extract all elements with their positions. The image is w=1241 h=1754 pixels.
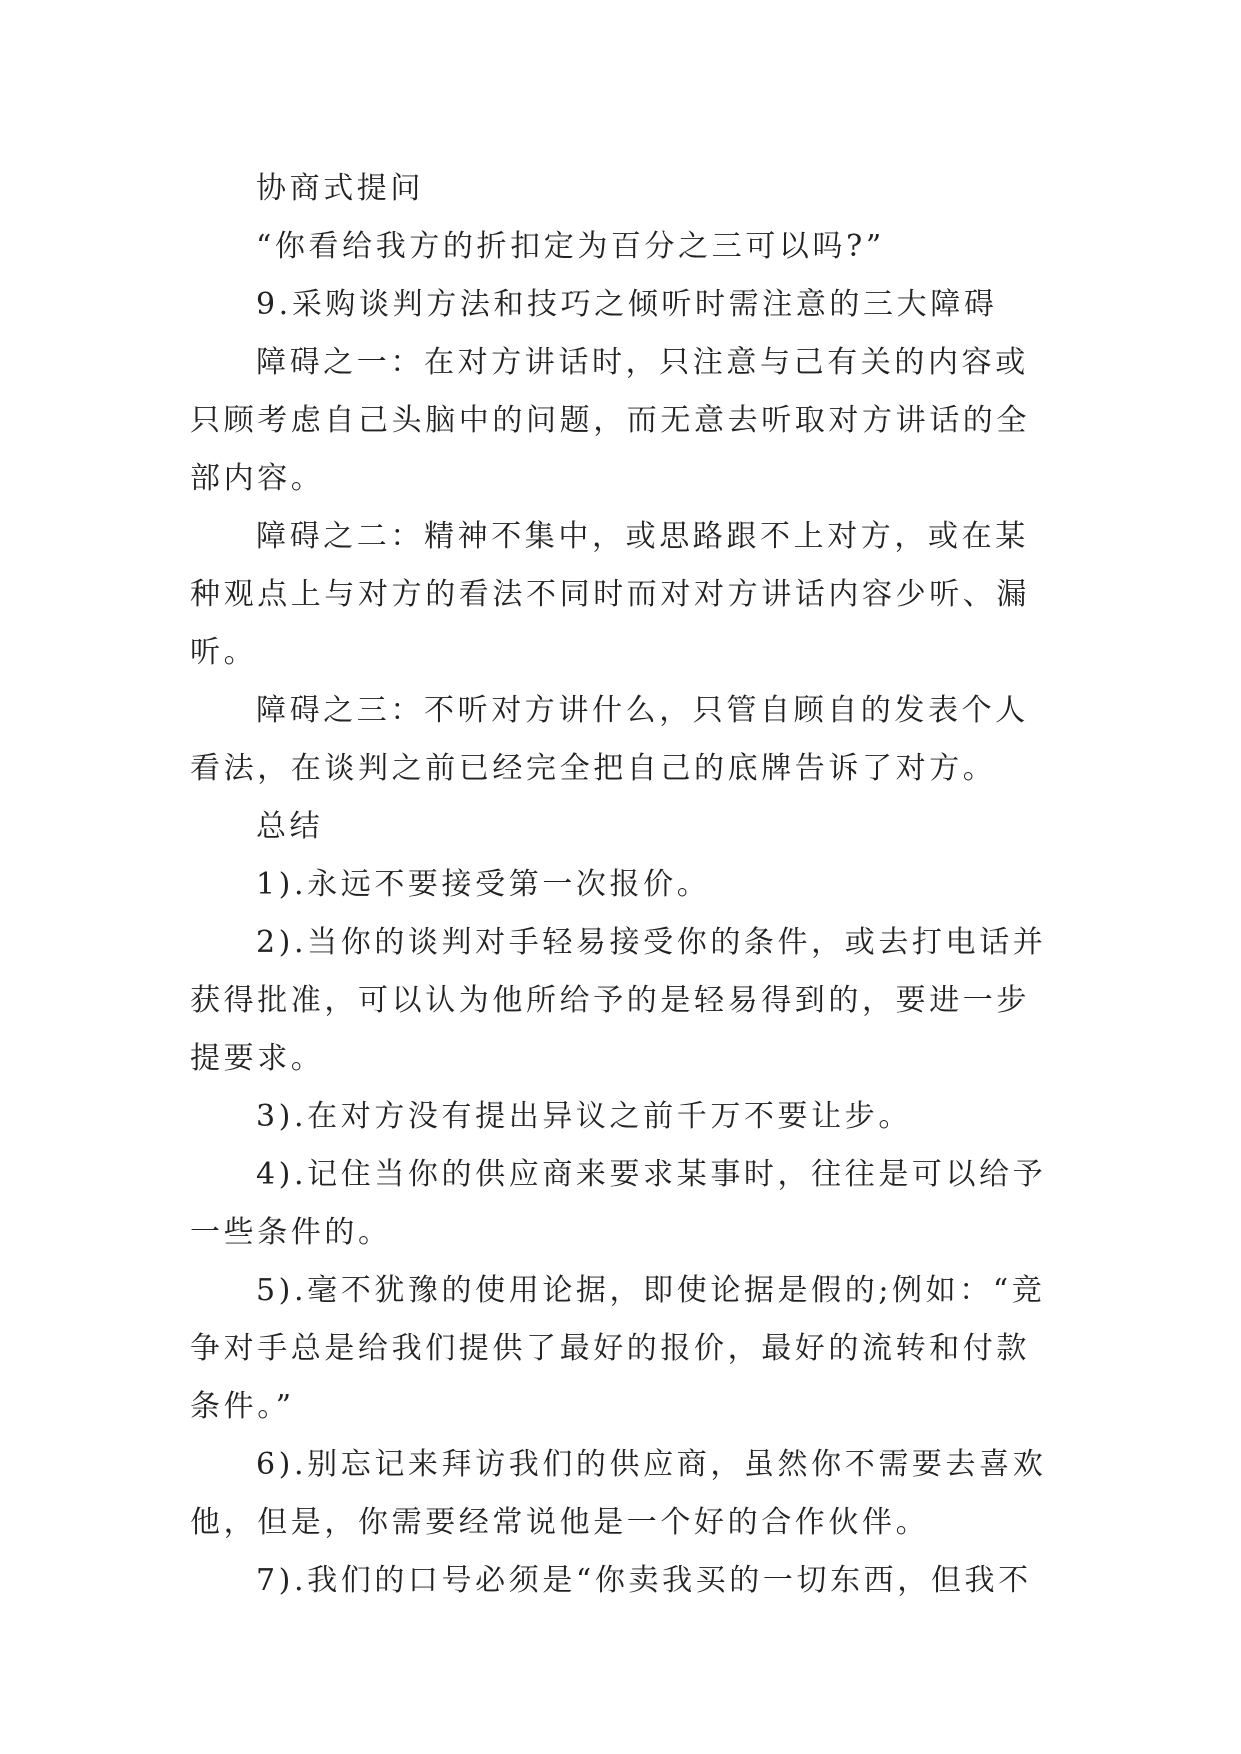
summary-item-4: 4).记住当你的供应商来要求某事时，往往是可以给予一些条件的。 — [190, 1157, 1047, 1250]
summary-item-7: 7).我们的口号必须是“你卖我买的一切东西，但我不 — [256, 1563, 1032, 1598]
summary-item-2: 2).当你的谈判对手轻易接受你的条件，或去打电话并获得批准，可以认为他所给予的是轻易得到的，要进一步提要求。 — [190, 925, 1047, 1076]
summary-item-3: 3).在对方没有提出异议之前千万不要让步。 — [256, 1099, 912, 1134]
paragraph-discount-question-example: “你看给我方的折扣定为百分之三可以吗?” — [256, 229, 885, 264]
paragraph-consultative-question-heading: 协商式提问 — [256, 171, 424, 206]
paragraph-obstacle-one: 障碍之一：在对方讲话时，只注意与己有关的内容或只顾考虑自己头脑中的问题，而无意去听取对方讲话的全部内容。 — [190, 345, 1030, 496]
section-heading-summary: 总结 — [256, 809, 324, 844]
paragraph-obstacle-two: 障碍之二：精神不集中，或思路跟不上对方，或在某种观点上与对方的看法不同时而对对方讲话内容少听、漏听。 — [190, 519, 1030, 670]
section-heading-listening-obstacles: 9.采购谈判方法和技巧之倾听时需注意的三大障碍 — [256, 287, 998, 322]
summary-item-5: 5).毫不犹豫的使用论据，即使论据是假的;例如：“竞争对手总是给我们提供了最好的报价，最好的流转和付款条件。” — [190, 1273, 1046, 1424]
summary-item-6: 6).别忘记来拜访我们的供应商，虽然你不需要去喜欢他，但是，你需要经常说他是一个好的合作伙伴。 — [190, 1447, 1047, 1540]
summary-item-1: 1).永远不要接受第一次报价。 — [256, 867, 711, 902]
document-body — [190, 160, 1060, 1610]
paragraph-obstacle-three: 障碍之三：不听对方讲什么，只管自顾自的发表个人看法，在谈判之前已经完全把自己的底牌告诉了对方。 — [190, 693, 1029, 786]
